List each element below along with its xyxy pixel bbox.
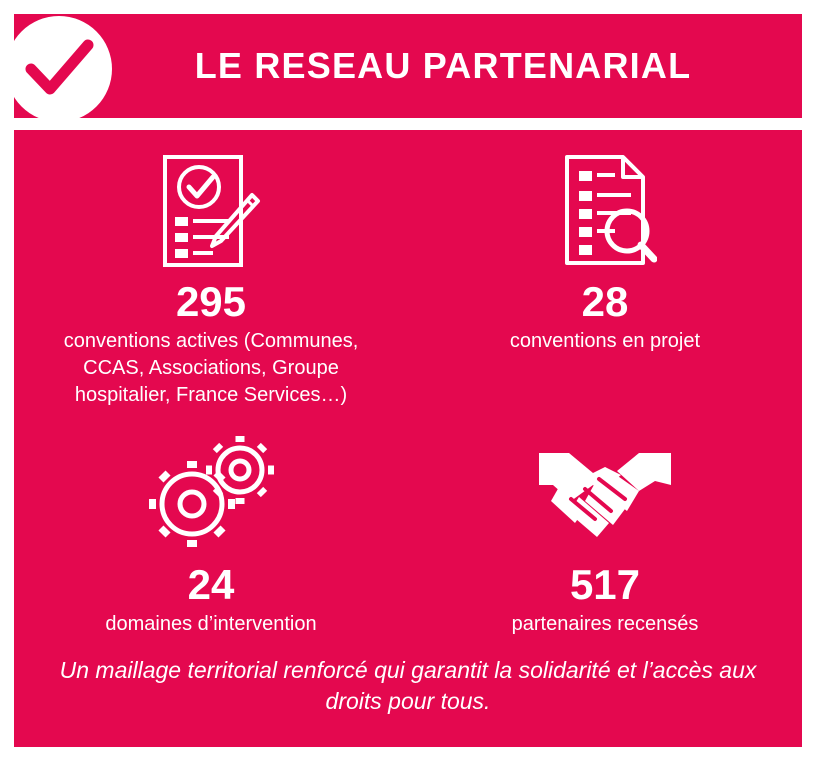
page-title: LE RESEAU PARTENARIAL [194,45,692,86]
document-magnifier-icon [553,148,657,274]
stat-number: 28 [581,278,629,325]
handshake-icon [535,431,675,557]
footnote-text: Un maillage territorial renforcé qui garantit la solidarité et l’accès aux droits pour tous. [59,656,757,714]
stats-panel [14,130,802,747]
header-band [14,14,802,118]
gears-icon [136,431,286,557]
stat-number: 24 [187,561,235,609]
check-mark-icon [6,16,112,122]
stat-label: conventions en projet [509,330,701,353]
stat-label: conventions actives (Communes, CCAS, Associations, Groupe hospitalier, France Services…) [63,330,359,407]
stat-label: partenaires recensés [511,613,699,636]
stat-label: domaines d’intervention [105,613,317,636]
stat-item [14,138,408,409]
stat-item [408,409,802,638]
document-check-pen-icon [159,148,263,274]
stat-item [408,138,802,409]
stats-grid [14,138,802,638]
stat-item [14,409,408,638]
stat-number: 295 [175,278,247,325]
stat-number: 517 [569,561,641,609]
